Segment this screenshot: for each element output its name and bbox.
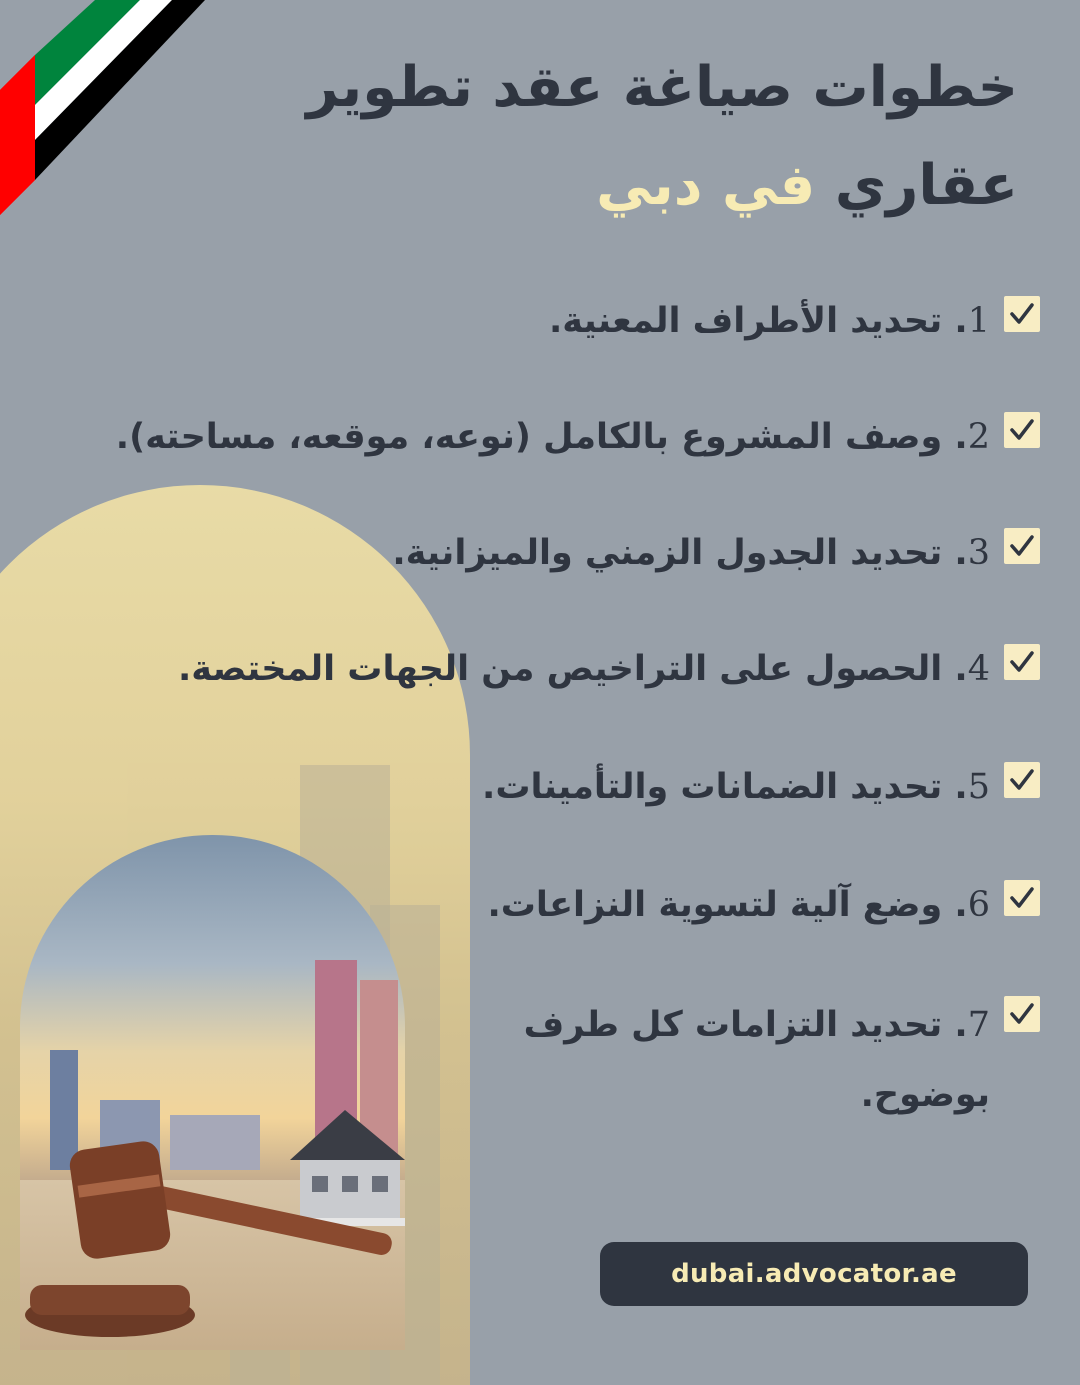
title-line-2-main: عقاري bbox=[834, 153, 1018, 218]
list-item bbox=[0, 990, 1040, 1130]
step-label: وصف المشروع بالكامل (نوعه، موقعه، مساحته). bbox=[115, 417, 943, 457]
step-number: 1 bbox=[967, 301, 990, 341]
list-item bbox=[0, 290, 1040, 352]
step-text: 3. تحديد الجدول الزمني والميزانية. bbox=[392, 533, 990, 573]
checkbox-checked-icon bbox=[1004, 644, 1040, 680]
step-number: 6 bbox=[967, 885, 990, 925]
step-label: وضع آلية لتسوية النزاعات. bbox=[487, 885, 943, 925]
step-text: 1. تحديد الأطراف المعنية. bbox=[549, 301, 990, 341]
step-text: 7. تحديد التزامات كل طرف بوضوح. bbox=[523, 1005, 990, 1115]
step-number: 3 bbox=[967, 533, 990, 573]
checkbox-checked-icon bbox=[1004, 412, 1040, 448]
list-item bbox=[0, 756, 1040, 818]
page-subtitle bbox=[258, 153, 1018, 218]
list-item bbox=[0, 406, 1040, 468]
list-item bbox=[0, 874, 1040, 936]
checkbox-checked-icon bbox=[1004, 762, 1040, 798]
step-number: 2 bbox=[967, 417, 990, 457]
checkbox-checked-icon bbox=[1004, 296, 1040, 332]
step-text: 4. الحصول على التراخيص من الجهات المختصة. bbox=[178, 649, 990, 689]
step-label: الحصول على التراخيص من الجهات المختصة. bbox=[178, 649, 943, 689]
step-label: تحديد التزامات كل طرف بوضوح. bbox=[523, 1005, 990, 1115]
title-line-1: خطوات صياغة عقد تطوير bbox=[306, 55, 1018, 120]
step-label: تحديد الضمانات والتأمينات. bbox=[482, 767, 943, 807]
list-item bbox=[0, 522, 1040, 584]
website-url[interactable]: dubai.advocator.ae bbox=[671, 1259, 957, 1289]
page-title bbox=[258, 55, 1018, 120]
step-label: تحديد الأطراف المعنية. bbox=[549, 301, 943, 341]
title-line-2-accent: في دبي bbox=[596, 153, 816, 218]
step-text: 2. وصف المشروع بالكامل (نوعه، موقعه، مساحته). bbox=[115, 417, 990, 457]
checkbox-checked-icon bbox=[1004, 996, 1040, 1032]
step-number: 5 bbox=[967, 767, 990, 807]
step-label: تحديد الجدول الزمني والميزانية. bbox=[392, 533, 943, 573]
step-text: 5. تحديد الضمانات والتأمينات. bbox=[482, 767, 990, 807]
uae-flag-icon bbox=[0, 0, 260, 260]
step-text: 6. وضع آلية لتسوية النزاعات. bbox=[487, 885, 990, 925]
step-number: 7 bbox=[967, 1005, 990, 1045]
step-number: 4 bbox=[967, 649, 990, 689]
website-link[interactable] bbox=[600, 1242, 1028, 1306]
checkbox-checked-icon bbox=[1004, 528, 1040, 564]
gavel-icon bbox=[20, 1135, 405, 1350]
checkbox-checked-icon bbox=[1004, 880, 1040, 916]
list-item bbox=[0, 638, 1040, 700]
